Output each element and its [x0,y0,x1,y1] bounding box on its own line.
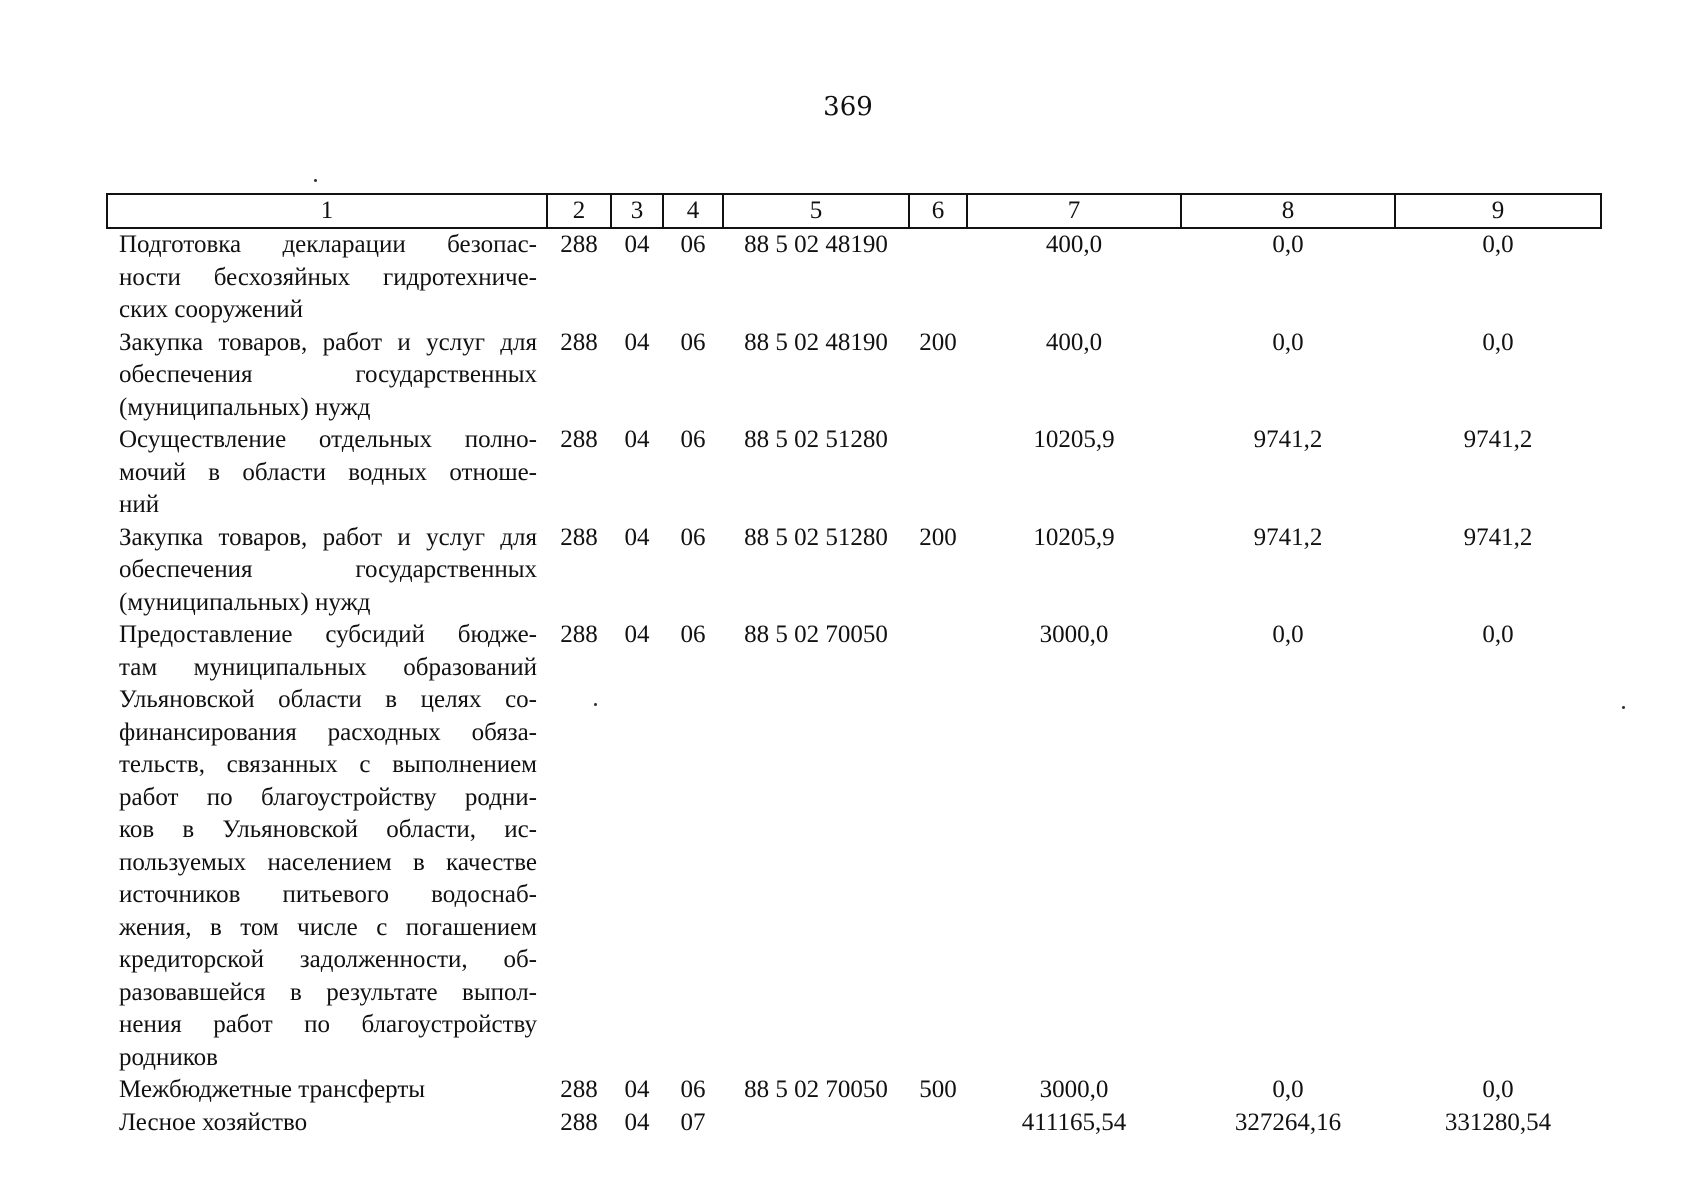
cell-section: 04 [624,1076,650,1103]
description-line: ков в Ульяновской области, ис- [119,816,537,843]
cell-amount-col8: 0,0 [1272,231,1304,258]
table-row [107,424,1601,522]
cell-subsection: 06 [680,328,706,356]
table-row [107,1074,1601,1107]
cell-expense-type: 500 [919,1076,957,1103]
description-line: (муниципальных) нужд [119,393,371,421]
cell-ministry-code: 288 [560,1108,598,1136]
cell-expense-type [909,1107,967,1140]
table-row [107,327,1601,425]
description-line: Закупка товаров, работ и услуг для [119,523,537,551]
description-line: нения работ по благоустройству [119,1011,537,1038]
description-line: кредиторской задолженности, об- [119,946,537,973]
cell-subsection: 06 [680,523,706,551]
cell-amount-col7: 3000,0 [1039,621,1109,648]
cell-section: 04 [624,231,650,258]
description-line: Осуществление отдельных полно- [119,426,537,453]
description-line: ний [119,491,160,518]
cell-target-article: 88 5 02 48190 [744,328,888,356]
description-line: родников [119,1043,218,1071]
column-header: 5 [723,194,909,228]
description-line: Предоставление субсидий бюдже- [119,621,537,648]
description-line: обеспечения государственных [119,361,537,388]
cell-amount-col7: 3000,0 [1039,1076,1109,1103]
cell-expense-type [909,424,967,522]
description-line: Межбюджетные трансферты [119,1076,426,1103]
cell-description [107,1074,547,1107]
cell-section: 04 [624,523,650,551]
cell-expense-type [909,619,967,1074]
cell-amount-col7: 400,0 [1045,231,1103,258]
description-line: тельств, связанных с выполнением [119,751,537,778]
budget-table [106,193,1602,1139]
cell-ministry-code: 288 [560,1076,598,1103]
cell-ministry-code: 288 [560,231,598,258]
cell-amount-col7: 10205,9 [1033,426,1115,453]
cell-target-article: 88 5 02 70050 [744,621,888,648]
cell-description [107,1107,547,1140]
description-line: ских сооружений [119,296,303,323]
cell-amount-col8: 9741,2 [1253,426,1323,453]
table-body [107,228,1601,1139]
cell-target-article: 88 5 02 70050 [744,1076,888,1103]
description-line: источников питьевого водоснаб- [119,881,537,908]
cell-expense-type [909,228,967,327]
description-line: Лесное хозяйство [119,1108,308,1136]
column-header: 7 [967,194,1181,228]
scan-speck [1622,706,1625,709]
cell-amount-col8: 0,0 [1272,328,1304,356]
description-line: Подготовка декларации безопас- [119,231,537,258]
cell-section: 04 [624,426,650,453]
cell-ministry-code: 288 [560,328,598,356]
cell-amount-col9: 0,0 [1482,621,1514,648]
cell-section: 04 [624,328,650,356]
description-line: обеспечения государственных [119,556,537,583]
cell-description [107,522,547,620]
cell-amount-col8: 9741,2 [1253,523,1323,551]
description-line: (муниципальных) нужд [119,588,371,616]
cell-amount-col8: 327264,16 [1234,1108,1342,1136]
description-line: жения, в том числе с погашением [119,913,537,941]
description-line: Ульяновской области в целях со- [119,686,537,713]
cell-subsection: 06 [680,426,706,453]
description-line: ности бесхозяйных гидротехниче- [119,263,537,291]
description-line: работ по благоустройству родни- [119,783,537,811]
cell-ministry-code: 288 [560,621,598,648]
budget-table-container [106,193,1600,1139]
cell-amount-col9: 331280,54 [1444,1108,1552,1136]
cell-amount-col8: 0,0 [1272,1076,1304,1103]
description-line: разовавшейся в результате выпол- [119,978,537,1006]
cell-target-article: 88 5 02 51280 [744,523,888,551]
column-header: 3 [611,194,663,228]
cell-ministry-code: 288 [560,523,598,551]
column-header: 8 [1181,194,1395,228]
cell-description [107,424,547,522]
table-row [107,522,1601,620]
cell-ministry-code: 288 [560,426,598,453]
table-row [107,619,1601,1074]
cell-description [107,228,547,327]
description-line: финансирования расходных обяза- [119,718,537,746]
column-header: 9 [1395,194,1601,228]
table-row [107,1107,1601,1140]
column-header: 1 [107,194,547,228]
table-row [107,228,1601,327]
cell-subsection: 06 [680,231,706,258]
column-number-header [107,194,1601,228]
description-line: мочий в области водных отноше- [119,458,537,486]
cell-section: 04 [624,621,650,648]
description-line: пользуемых населением в качестве [119,848,537,876]
description-line: Закупка товаров, работ и услуг для [119,328,537,356]
cell-amount-col9: 9741,2 [1463,523,1533,551]
cell-amount-col8: 0,0 [1272,621,1304,648]
column-header: 2 [547,194,611,228]
column-header: 6 [909,194,967,228]
cell-section: 04 [624,1108,650,1136]
cell-amount-col7: 411165,54 [1021,1108,1127,1136]
cell-amount-col7: 10205,9 [1033,523,1115,551]
cell-target-article [723,1107,909,1140]
scan-speck [314,179,317,182]
cell-amount-col9: 0,0 [1482,328,1514,356]
cell-amount-col9: 0,0 [1482,231,1514,258]
cell-amount-col7: 400,0 [1045,328,1103,356]
column-header: 4 [663,194,723,228]
cell-subsection: 06 [680,1076,706,1103]
cell-target-article: 88 5 02 51280 [744,426,888,453]
cell-target-article: 88 5 02 48190 [744,231,888,258]
cell-description [107,619,547,1074]
cell-expense-type: 200 [919,523,957,551]
cell-subsection: 07 [680,1108,706,1136]
cell-amount-col9: 0,0 [1482,1076,1514,1103]
cell-amount-col9: 9741,2 [1463,426,1533,453]
cell-expense-type: 200 [919,328,957,356]
cell-description [107,327,547,425]
page-number: 369 [823,92,873,122]
description-line: там муниципальных образований [119,653,537,681]
cell-subsection: 06 [680,621,706,648]
